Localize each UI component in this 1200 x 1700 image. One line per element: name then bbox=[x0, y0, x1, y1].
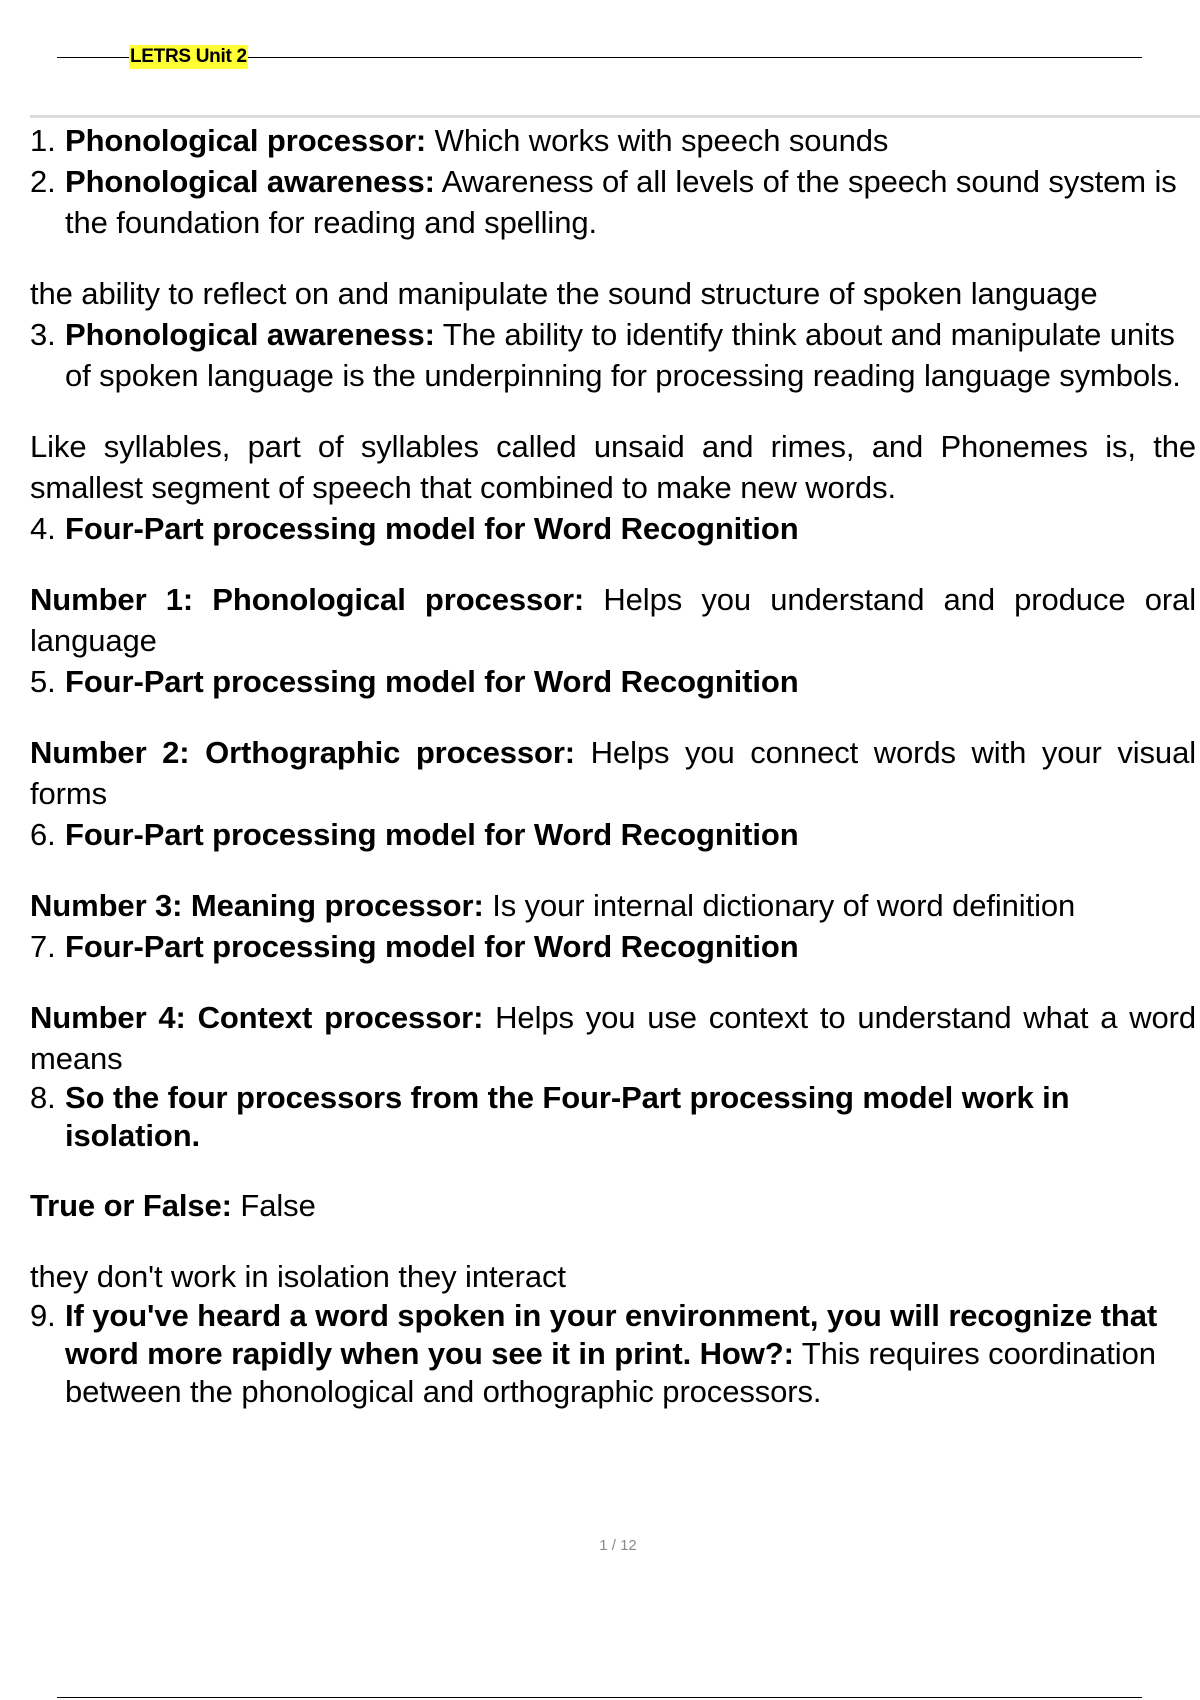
item-number: 2. bbox=[30, 164, 56, 199]
item-number: 5. bbox=[30, 664, 56, 699]
content-divider bbox=[30, 115, 1200, 118]
list-item bbox=[30, 814, 1196, 855]
item-note: the ability to reflect on and manipulate the sound structure of spoken language bbox=[30, 276, 1098, 311]
item-term: Four-Part processing model for Word Recognition bbox=[65, 664, 799, 699]
item-term: So the four processors from the Four-Part processing model work in isolation. bbox=[65, 1080, 1070, 1153]
list-item bbox=[30, 1297, 1196, 1411]
item-definition: Which works with speech sounds bbox=[426, 123, 889, 158]
item-number: 4. bbox=[30, 511, 56, 546]
item-text bbox=[65, 161, 1196, 243]
item-answer bbox=[30, 1185, 1196, 1226]
item-term: Four-Part processing model for Word Recognition bbox=[65, 511, 799, 546]
item-definition: This requires coordination between the phonological and orthographic processors. bbox=[65, 1336, 1156, 1409]
item-text bbox=[65, 120, 1196, 161]
list-item bbox=[30, 314, 1196, 396]
item-definition: Awareness of all levels of the speech sound system is the foundation for reading and spelling. bbox=[65, 164, 1177, 240]
answer-label: Number 1: Phonological processor: bbox=[30, 582, 585, 617]
answer-label: Number 3: Meaning processor: bbox=[30, 888, 484, 923]
item-answer bbox=[30, 885, 1196, 926]
answer-text: Helps you understand and produce oral language bbox=[30, 582, 1196, 658]
list-item bbox=[30, 120, 1196, 161]
item-term: If you've heard a word spoken in your environment, you will recognize that word more rapidly when you see it in print. How?: bbox=[65, 1298, 1158, 1371]
answer-text: Helps you use context to understand what a word means bbox=[30, 1000, 1196, 1076]
list-item bbox=[30, 508, 1196, 549]
list-item bbox=[30, 926, 1196, 967]
item-term: Phonological processor: bbox=[65, 123, 427, 158]
item-term: Phonological awareness: bbox=[65, 164, 435, 199]
item-definition: The ability to identify think about and manipulate units of spoken language is the underpinning for processing reading language symbols. bbox=[65, 317, 1181, 393]
document-title: LETRS Unit 2 bbox=[130, 46, 247, 67]
list-item bbox=[30, 1079, 1196, 1155]
footer-rule bbox=[57, 1697, 1142, 1698]
item-term: Four-Part processing model for Word Recognition bbox=[65, 817, 799, 852]
item-number: 1. bbox=[30, 123, 56, 158]
item-number: 3. bbox=[30, 317, 56, 352]
list-item bbox=[30, 161, 1196, 243]
answer-label: Number 4: Context processor: bbox=[30, 1000, 484, 1035]
answer-text: Helps you connect words with your visual forms bbox=[30, 735, 1196, 811]
document-body bbox=[30, 120, 1196, 1411]
item-note: Like syllables, part of syllables called unsaid and rimes, and Phonemes is, the smallest segment of speech that combined to make new words. bbox=[30, 429, 1196, 505]
item-term: Four-Part processing model for Word Recognition bbox=[65, 929, 799, 964]
item-number: 7. bbox=[30, 929, 56, 964]
item-answer bbox=[30, 579, 1196, 661]
item-answer bbox=[30, 732, 1196, 814]
item-note: they don't work in isolation they interact bbox=[30, 1259, 566, 1294]
answer-label: True or False: bbox=[30, 1188, 232, 1223]
item-text bbox=[65, 1297, 1196, 1411]
list-item bbox=[30, 661, 1196, 702]
item-number: 6. bbox=[30, 817, 56, 852]
page-header bbox=[57, 44, 1142, 74]
item-text bbox=[65, 314, 1196, 396]
item-number: 8. bbox=[30, 1080, 56, 1115]
answer-text: False bbox=[231, 1188, 316, 1223]
item-number: 9. bbox=[30, 1298, 56, 1333]
item-answer bbox=[30, 997, 1196, 1079]
item-term: Phonological awareness: bbox=[65, 317, 435, 352]
page-number: 1 / 12 bbox=[599, 1537, 637, 1554]
answer-label: Number 2: Orthographic processor: bbox=[30, 735, 576, 770]
answer-text: Is your internal dictionary of word definition bbox=[483, 888, 1076, 923]
